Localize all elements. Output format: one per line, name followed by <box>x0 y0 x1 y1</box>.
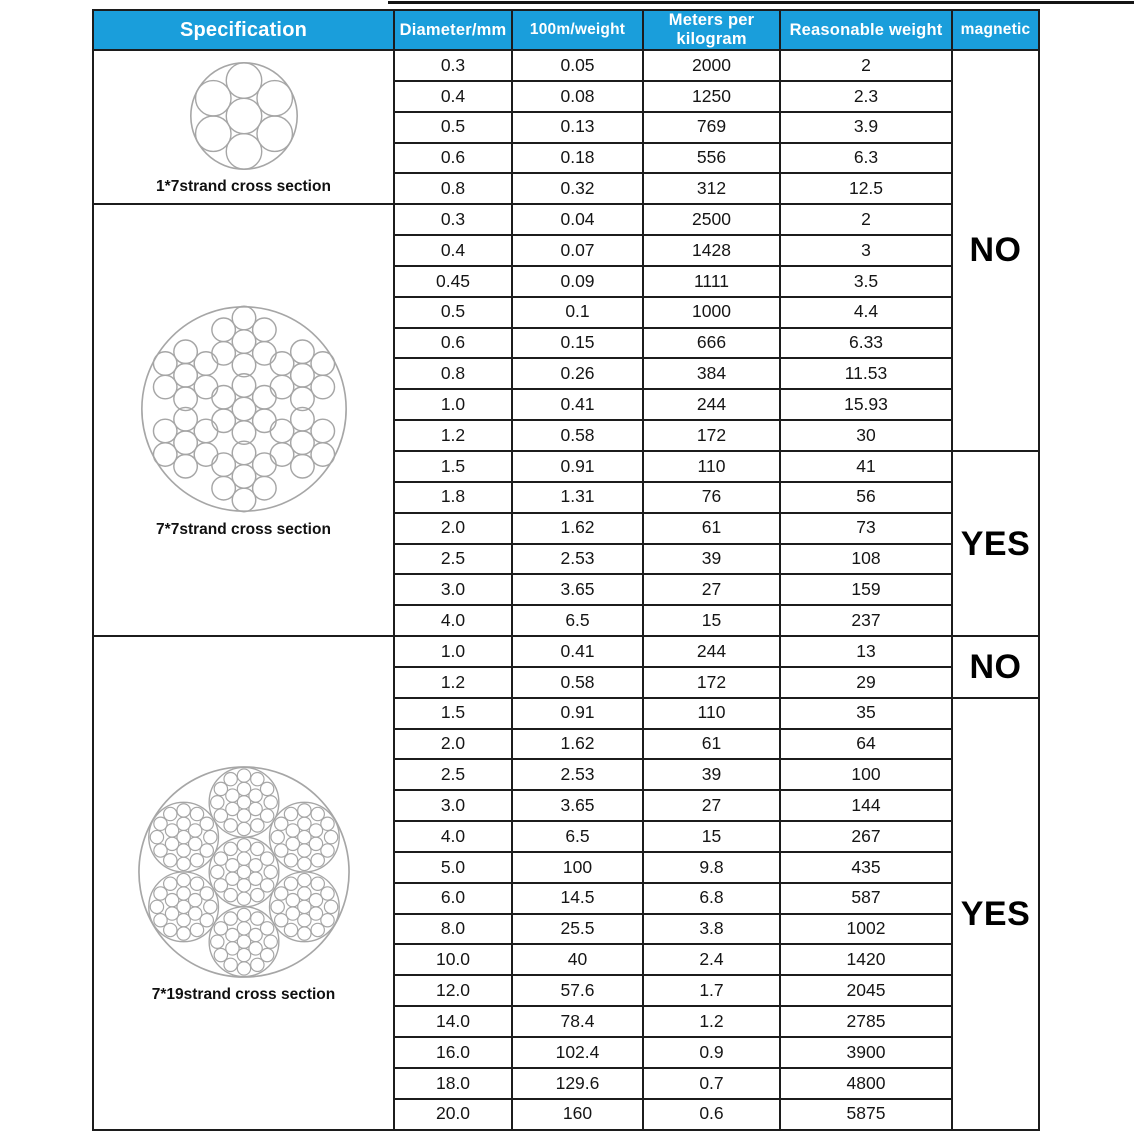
col-header-reasonable-weight: Reasonable weight <box>780 10 952 50</box>
diameter-cell: 0.5 <box>394 297 512 328</box>
weight-100m-cell: 0.09 <box>512 266 643 297</box>
meters-per-kg-cell: 27 <box>643 790 780 821</box>
reasonable-weight-cell: 100 <box>780 759 952 790</box>
diameter-cell: 1.2 <box>394 420 512 451</box>
meters-per-kg-cell: 1111 <box>643 266 780 297</box>
diameter-cell: 0.8 <box>394 358 512 389</box>
weight-100m-cell: 102.4 <box>512 1037 643 1068</box>
magnetic-cell: YES <box>952 451 1039 636</box>
weight-100m-cell: 0.1 <box>512 297 643 328</box>
reasonable-weight-cell: 4.4 <box>780 297 952 328</box>
diameter-cell: 1.2 <box>394 667 512 698</box>
diameter-cell: 0.5 <box>394 112 512 143</box>
meters-per-kg-cell: 0.7 <box>643 1068 780 1099</box>
reasonable-weight-cell: 6.33 <box>780 328 952 359</box>
weight-100m-cell: 14.5 <box>512 883 643 914</box>
meters-per-kg-cell: 39 <box>643 544 780 575</box>
diameter-cell: 5.0 <box>394 852 512 883</box>
meters-per-kg-cell: 1.7 <box>643 975 780 1006</box>
diameter-cell: 1.0 <box>394 389 512 420</box>
magnetic-cell: NO <box>952 636 1039 698</box>
weight-100m-cell: 0.13 <box>512 112 643 143</box>
meters-per-kg-cell: 76 <box>643 482 780 513</box>
spec-table-rows <box>93 50 1039 1130</box>
weight-100m-cell: 6.5 <box>512 821 643 852</box>
reasonable-weight-cell: 108 <box>780 544 952 575</box>
weight-100m-cell: 160 <box>512 1099 643 1130</box>
reasonable-weight-cell: 435 <box>780 852 952 883</box>
diameter-cell: 16.0 <box>394 1037 512 1068</box>
diameter-cell: 2.5 <box>394 544 512 575</box>
strand-7x19-diagram <box>136 764 352 980</box>
reasonable-weight-cell: 3900 <box>780 1037 952 1068</box>
diameter-cell: 1.5 <box>394 451 512 482</box>
meters-per-kg-cell: 15 <box>643 821 780 852</box>
reasonable-weight-cell: 30 <box>780 420 952 451</box>
meters-per-kg-cell: 110 <box>643 451 780 482</box>
diameter-cell: 1.8 <box>394 482 512 513</box>
reasonable-weight-cell: 3.5 <box>780 266 952 297</box>
reasonable-weight-cell: 35 <box>780 698 952 729</box>
reasonable-weight-cell: 6.3 <box>780 143 952 174</box>
meters-per-kg-cell: 172 <box>643 667 780 698</box>
reasonable-weight-cell: 159 <box>780 574 952 605</box>
table-row <box>93 636 1039 667</box>
weight-100m-cell: 0.04 <box>512 204 643 235</box>
meters-per-kg-cell: 39 <box>643 759 780 790</box>
weight-100m-cell: 78.4 <box>512 1006 643 1037</box>
reasonable-weight-cell: 11.53 <box>780 358 952 389</box>
reasonable-weight-cell: 237 <box>780 605 952 636</box>
magnetic-cell: YES <box>952 698 1039 1130</box>
weight-100m-cell: 0.41 <box>512 389 643 420</box>
weight-100m-cell: 0.15 <box>512 328 643 359</box>
reasonable-weight-cell: 2 <box>780 50 952 81</box>
meters-per-kg-cell: 384 <box>643 358 780 389</box>
meters-per-kg-cell: 172 <box>643 420 780 451</box>
meters-per-kg-cell: 2000 <box>643 50 780 81</box>
diameter-cell: 2.0 <box>394 513 512 544</box>
weight-100m-cell: 40 <box>512 944 643 975</box>
diameter-cell: 2.0 <box>394 729 512 760</box>
reasonable-weight-cell: 144 <box>780 790 952 821</box>
diameter-cell: 8.0 <box>394 914 512 945</box>
meters-per-kg-cell: 9.8 <box>643 852 780 883</box>
spec-cell-content <box>94 60 393 195</box>
meters-per-kg-cell: 6.8 <box>643 883 780 914</box>
diameter-cell: 1.0 <box>394 636 512 667</box>
table-row <box>93 50 1039 81</box>
reasonable-weight-cell: 3 <box>780 235 952 266</box>
reasonable-weight-cell: 15.93 <box>780 389 952 420</box>
weight-100m-cell: 57.6 <box>512 975 643 1006</box>
diameter-cell: 6.0 <box>394 883 512 914</box>
diameter-cell: 1.5 <box>394 698 512 729</box>
meters-per-kg-cell: 1428 <box>643 235 780 266</box>
meters-per-kg-cell: 15 <box>643 605 780 636</box>
strand-7x7-diagram <box>138 303 350 515</box>
diameter-cell: 0.6 <box>394 143 512 174</box>
weight-100m-cell: 0.91 <box>512 451 643 482</box>
strand-cross-section-label: 7*7strand cross section <box>156 520 331 538</box>
meters-per-kg-cell: 1.2 <box>643 1006 780 1037</box>
col-header-diameter: Diameter/mm <box>394 10 512 50</box>
spec-cell-content <box>94 764 393 1003</box>
meters-per-kg-cell: 244 <box>643 636 780 667</box>
strand-1x7-diagram <box>188 60 300 172</box>
reasonable-weight-cell: 2.3 <box>780 81 952 112</box>
meters-per-kg-cell: 1250 <box>643 81 780 112</box>
weight-100m-cell: 0.07 <box>512 235 643 266</box>
meters-per-kg-cell: 1000 <box>643 297 780 328</box>
meters-per-kg-cell: 312 <box>643 173 780 204</box>
reasonable-weight-cell: 5875 <box>780 1099 952 1130</box>
reasonable-weight-cell: 73 <box>780 513 952 544</box>
diameter-cell: 4.0 <box>394 605 512 636</box>
diameter-cell: 14.0 <box>394 1006 512 1037</box>
top-crop-line <box>388 1 1134 4</box>
meters-per-kg-cell: 0.6 <box>643 1099 780 1130</box>
reasonable-weight-cell: 267 <box>780 821 952 852</box>
weight-100m-cell: 25.5 <box>512 914 643 945</box>
diameter-cell: 4.0 <box>394 821 512 852</box>
strand-cross-section-label: 1*7strand cross section <box>156 177 331 195</box>
weight-100m-cell: 0.32 <box>512 173 643 204</box>
meters-per-kg-cell: 2500 <box>643 204 780 235</box>
weight-100m-cell: 0.26 <box>512 358 643 389</box>
reasonable-weight-cell: 29 <box>780 667 952 698</box>
reasonable-weight-cell: 4800 <box>780 1068 952 1099</box>
spec-cell-strand-1x7 <box>93 50 394 204</box>
reasonable-weight-cell: 1420 <box>780 944 952 975</box>
weight-100m-cell: 0.18 <box>512 143 643 174</box>
diameter-cell: 20.0 <box>394 1099 512 1130</box>
meters-per-kg-cell: 2.4 <box>643 944 780 975</box>
weight-100m-cell: 2.53 <box>512 544 643 575</box>
weight-100m-cell: 0.58 <box>512 667 643 698</box>
diameter-cell: 0.3 <box>394 50 512 81</box>
weight-100m-cell: 1.31 <box>512 482 643 513</box>
reasonable-weight-cell: 64 <box>780 729 952 760</box>
reasonable-weight-cell: 587 <box>780 883 952 914</box>
spec-cell-strand-7x19 <box>93 636 394 1130</box>
spec-cell-content <box>94 303 393 538</box>
meters-per-kg-cell: 0.9 <box>643 1037 780 1068</box>
reasonable-weight-cell: 1002 <box>780 914 952 945</box>
reasonable-weight-cell: 12.5 <box>780 173 952 204</box>
weight-100m-cell: 100 <box>512 852 643 883</box>
reasonable-weight-cell: 41 <box>780 451 952 482</box>
diameter-cell: 0.6 <box>394 328 512 359</box>
reasonable-weight-cell: 3.9 <box>780 112 952 143</box>
diameter-cell: 0.45 <box>394 266 512 297</box>
weight-100m-cell: 3.65 <box>512 574 643 605</box>
meters-per-kg-cell: 666 <box>643 328 780 359</box>
weight-100m-cell: 0.08 <box>512 81 643 112</box>
diameter-cell: 0.3 <box>394 204 512 235</box>
weight-100m-cell: 0.41 <box>512 636 643 667</box>
diameter-cell: 2.5 <box>394 759 512 790</box>
table-row <box>93 204 1039 235</box>
meters-per-kg-cell: 556 <box>643 143 780 174</box>
weight-100m-cell: 3.65 <box>512 790 643 821</box>
diameter-cell: 3.0 <box>394 574 512 605</box>
diameter-cell: 0.4 <box>394 81 512 112</box>
col-header-magnetic: magnetic <box>952 10 1039 50</box>
diameter-cell: 10.0 <box>394 944 512 975</box>
meters-per-kg-cell: 3.8 <box>643 914 780 945</box>
specification-table <box>92 9 1040 1131</box>
meters-per-kg-cell: 769 <box>643 112 780 143</box>
weight-100m-cell: 0.91 <box>512 698 643 729</box>
meters-per-kg-cell: 110 <box>643 698 780 729</box>
reasonable-weight-cell: 13 <box>780 636 952 667</box>
weight-100m-cell: 0.58 <box>512 420 643 451</box>
magnetic-cell: NO <box>952 50 1039 451</box>
meters-per-kg-cell: 61 <box>643 513 780 544</box>
header-row <box>93 10 1039 50</box>
col-header-100m-weight: 100m/weight <box>512 10 643 50</box>
reasonable-weight-cell: 2785 <box>780 1006 952 1037</box>
weight-100m-cell: 129.6 <box>512 1068 643 1099</box>
reasonable-weight-cell: 2045 <box>780 975 952 1006</box>
weight-100m-cell: 6.5 <box>512 605 643 636</box>
weight-100m-cell: 1.62 <box>512 729 643 760</box>
col-header-meters-per-kg: Meters per kilogram <box>643 10 780 50</box>
meters-per-kg-cell: 27 <box>643 574 780 605</box>
weight-100m-cell: 0.05 <box>512 50 643 81</box>
col-header-specification: Specification <box>93 10 394 50</box>
diameter-cell: 12.0 <box>394 975 512 1006</box>
diameter-cell: 0.8 <box>394 173 512 204</box>
spec-cell-strand-7x7 <box>93 204 394 636</box>
weight-100m-cell: 2.53 <box>512 759 643 790</box>
meters-per-kg-cell: 244 <box>643 389 780 420</box>
reasonable-weight-cell: 56 <box>780 482 952 513</box>
reasonable-weight-cell: 2 <box>780 204 952 235</box>
weight-100m-cell: 1.62 <box>512 513 643 544</box>
meters-per-kg-cell: 61 <box>643 729 780 760</box>
diameter-cell: 3.0 <box>394 790 512 821</box>
diameter-cell: 18.0 <box>394 1068 512 1099</box>
diameter-cell: 0.4 <box>394 235 512 266</box>
strand-cross-section-label: 7*19strand cross section <box>151 985 336 1003</box>
